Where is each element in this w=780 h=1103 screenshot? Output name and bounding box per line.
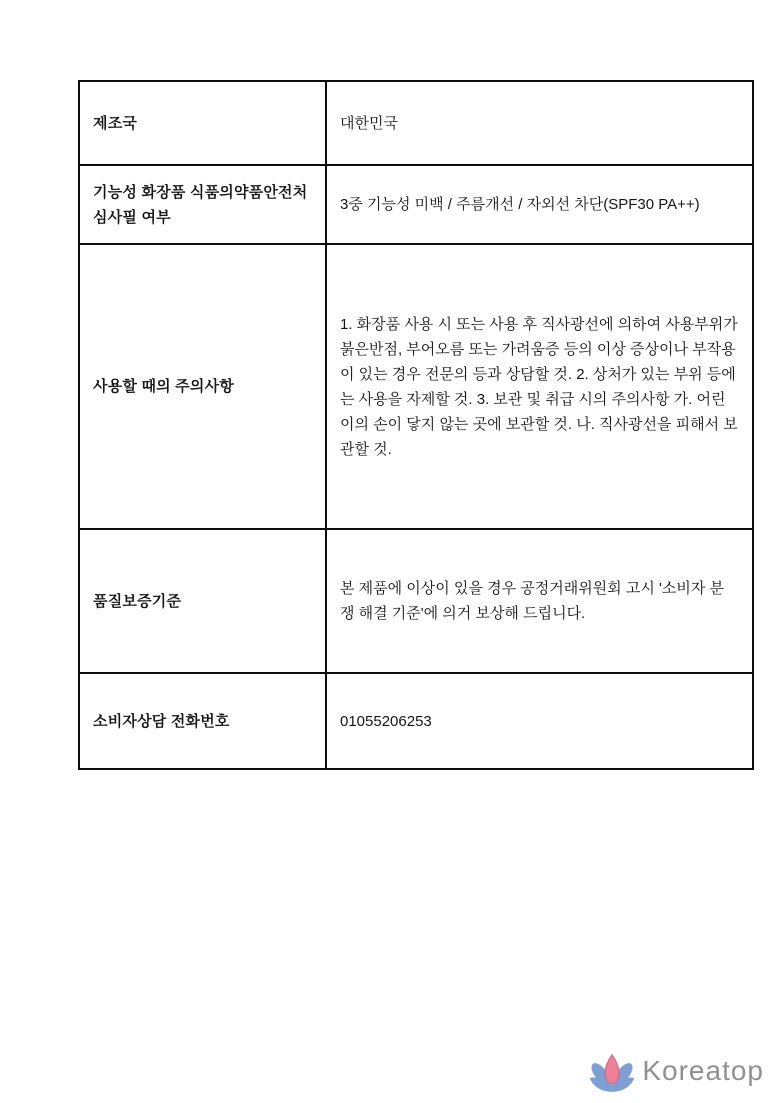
value-customer-phone: 01055206253 xyxy=(326,673,753,769)
value-country: 대한민국 xyxy=(326,81,753,165)
lotus-icon xyxy=(588,1052,636,1094)
label-usage-precautions: 사용할 때의 주의사항 xyxy=(79,244,326,529)
table-row-customer-phone xyxy=(79,673,753,769)
label-functional-approval: 기능성 화장품 식품의약품안전처 심사필 여부 xyxy=(79,165,326,244)
label-country: 제조국 xyxy=(79,81,326,165)
value-functional-approval: 3중 기능성 미백 / 주름개선 / 자외선 차단(SPF30 PA++) xyxy=(326,165,753,244)
table-row-usage-precautions xyxy=(79,244,753,529)
value-usage-precautions: 1. 화장품 사용 시 또는 사용 후 직사광선에 의하여 사용부위가 붉은반점, 부어오름 또는 가려움증 등의 이상 증상이나 부작용이 있는 경우 전문의 등과 상담할 것. 2. 상처가 있는 부위 등에는 사용을 자제할 것. 3. 보관 및 취급 시의 주의사항 가. 어린이의 손이 닿지 않는 곳에 보관할 것. 나. 직사광선을 피해서 보관할 것. xyxy=(326,244,753,529)
brand-footer xyxy=(588,1052,764,1094)
product-info-table xyxy=(78,80,754,770)
brand-name: Koreatop xyxy=(642,1055,764,1086)
label-quality-assurance: 품질보증기준 xyxy=(79,529,326,673)
table-row-country xyxy=(79,81,753,165)
table-row-functional-approval xyxy=(79,165,753,244)
table-row-quality-assurance xyxy=(79,529,753,673)
label-customer-phone: 소비자상담 전화번호 xyxy=(79,673,326,769)
value-quality-assurance: 본 제품에 이상이 있을 경우 공정거래위원회 고시 '소비자 분쟁 해결 기준'에 의거 보상해 드립니다. xyxy=(326,529,753,673)
